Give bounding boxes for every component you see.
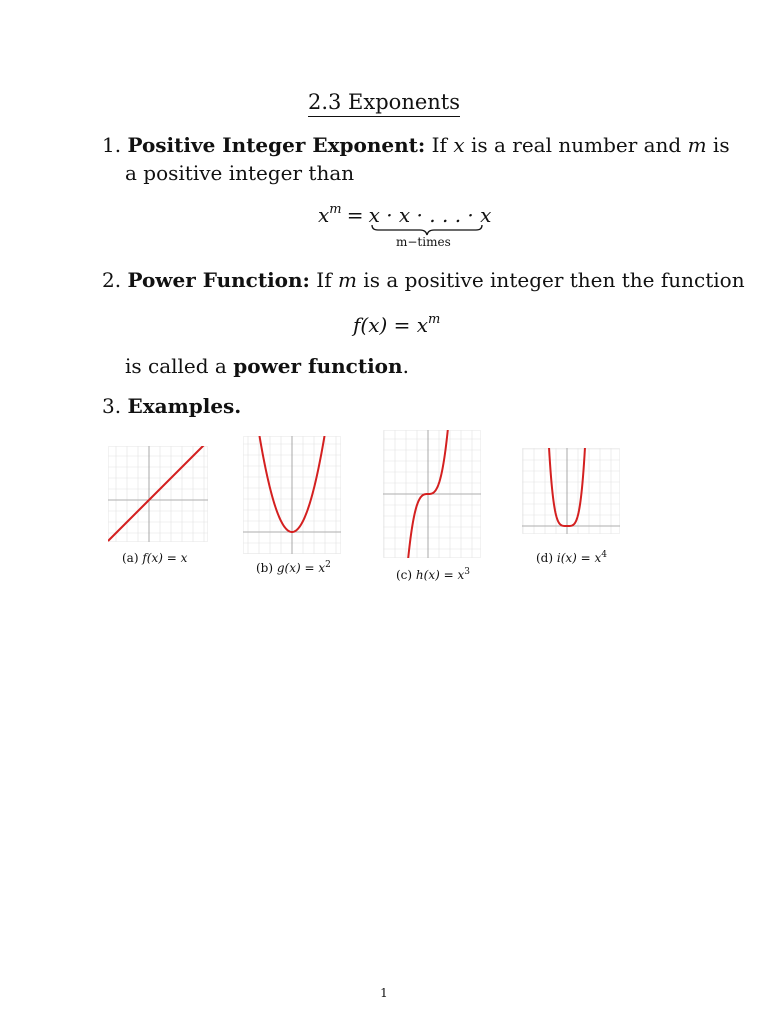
caption-b (256, 560, 331, 575)
item-number: 3. (102, 394, 122, 418)
eq2-lhs: f(x) = x (353, 313, 429, 337)
item-text: is (706, 133, 730, 157)
caption-c (396, 567, 470, 582)
list-item-2 (102, 267, 745, 293)
plot-frame (523, 449, 620, 534)
plot-frame (109, 447, 208, 542)
page-number: 1 (380, 986, 388, 1000)
eq-equals: = (346, 203, 364, 227)
caption-expr: f(x) = x (142, 551, 188, 565)
plot-cubic (383, 430, 481, 558)
item-1-line2: a positive integer than (125, 161, 355, 185)
item-number: 1. (102, 133, 122, 157)
eq2-sup: m (428, 312, 441, 327)
caption-expr: i(x) = x (556, 551, 602, 565)
definition-term: power function (233, 354, 403, 378)
item-heading: Power Function: (127, 268, 310, 292)
plot-quadratic (243, 436, 341, 554)
section-title-text: 2.3 Exponents (308, 90, 460, 117)
definition-suffix: . (402, 354, 409, 378)
list-item-3 (102, 393, 241, 419)
item-heading: Positive Integer Exponent: (127, 133, 426, 157)
equation-fx (353, 312, 440, 337)
item-text: is a real number and (464, 133, 688, 157)
definition-prefix: is called a (125, 354, 234, 378)
caption-a (122, 551, 187, 565)
power-function-definition (125, 353, 409, 379)
caption-d (536, 550, 607, 565)
item-text: If (309, 268, 338, 292)
eq-lhs: x (318, 203, 330, 227)
caption-label: (b) (256, 561, 277, 575)
math-var: m (687, 133, 707, 157)
item-number: 2. (102, 268, 122, 292)
item-text: is a positive integer then the function (356, 268, 745, 292)
section-title (0, 90, 768, 114)
plot-linear (108, 446, 208, 542)
item-text: If (425, 133, 454, 157)
item-heading: Examples. (127, 394, 242, 418)
caption-sup: 4 (601, 550, 608, 560)
caption-expr: h(x) = x (415, 568, 465, 582)
underbrace-label: m−times (396, 235, 451, 249)
math-var: x (453, 133, 465, 157)
eq-lhs-sup: m (329, 202, 342, 217)
list-item-1 (102, 132, 730, 158)
caption-sup: 2 (325, 560, 331, 570)
caption-label: (d) (536, 551, 557, 565)
math-var: m (337, 268, 357, 292)
eq-rhs: x · x · . . . · x (368, 203, 492, 227)
caption-expr: g(x) = x (276, 561, 326, 575)
caption-sup: 3 (464, 567, 470, 577)
caption-label: (c) (396, 568, 416, 582)
plot-quartic (522, 448, 620, 534)
caption-label: (a) (122, 551, 143, 565)
